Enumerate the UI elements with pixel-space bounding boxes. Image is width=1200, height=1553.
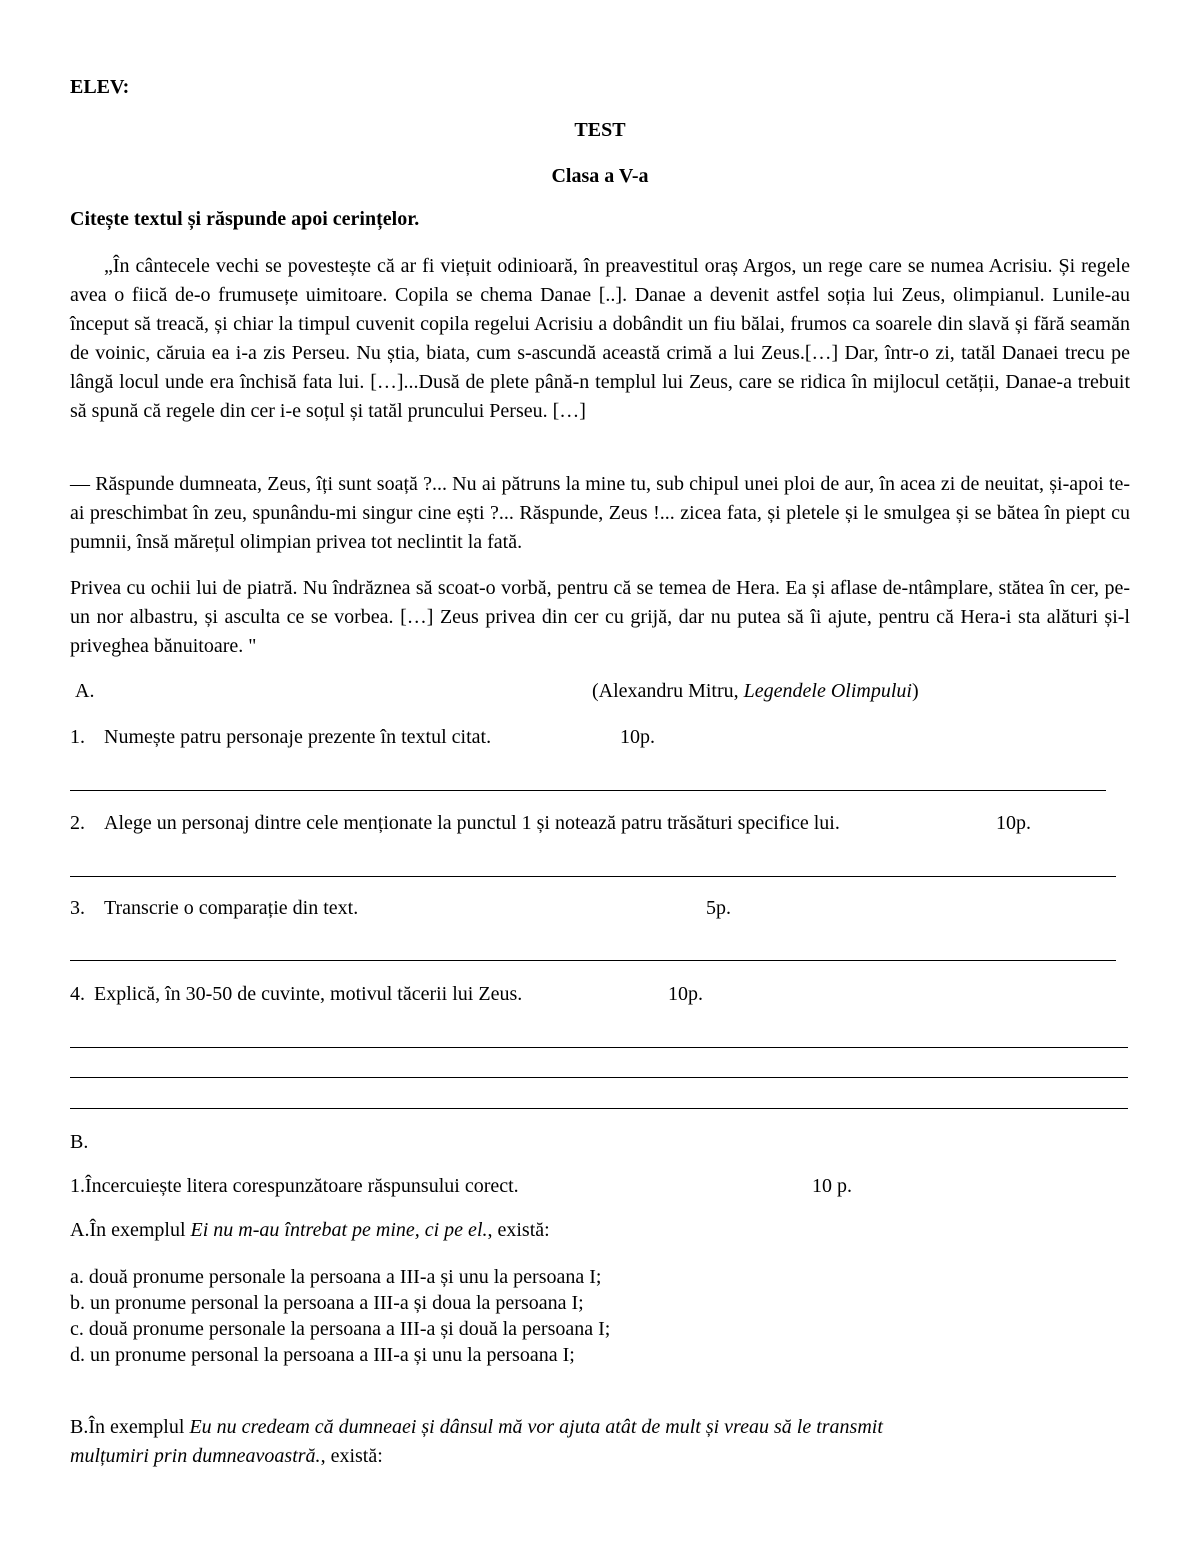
b-item-b-example-2: mulțumiri prin dumneavoastră. [70, 1445, 321, 1467]
instruction: Citește textul și răspunde apoi cerințelor. [70, 208, 420, 230]
source-suffix: ) [911, 680, 919, 702]
b-item-b-prompt-line1 [70, 1416, 883, 1439]
option-b[interactable]: b. un pronume personal la persoana a III-a și doua la persoana I; [70, 1292, 584, 1314]
b-item-a-prompt [70, 1219, 550, 1242]
b-item-b-prompt-line2 [70, 1445, 383, 1468]
question-3-points: 5p. [706, 897, 731, 919]
b-item-b-example-1: Eu nu credeam că dumneaei și dânsul mă vor ajuta atât de mult și vreau să le transmit [189, 1416, 883, 1438]
answer-line-4c[interactable] [70, 1108, 1128, 1109]
question-2-number: 2. [70, 812, 85, 834]
b-item-b-suffix: , există: [320, 1445, 383, 1467]
question-1-points: 10p. [620, 726, 655, 748]
b-question-1-points: 10 p. [812, 1175, 852, 1197]
b-item-a-suffix: , există: [487, 1219, 550, 1241]
section-a-label: A. [75, 680, 95, 702]
question-1-text: Numește patru personaje prezente în textul citat. [104, 726, 492, 748]
question-4-text: Explică, în 30-50 de cuvinte, motivul tăcerii lui Zeus. [94, 983, 523, 1005]
text-paragraph-2: — Răspunde dumneata, Zeus, îți sunt soață ?... Nu ai pătruns la mine tu, sub chipul unei ploi de aur, în acea zi de neuitat, și-apoi te-ai preschimbat în zeu, spunându-mi singur cine ești ?... Răspunde, Zeus !... zicea fata, și pletele și le smulgea și se bătea în piept cu pumnii, însă mărețul olimpian privea tot neclintit la fată. [70, 473, 1130, 553]
source-citation [592, 680, 919, 703]
question-2-points: 10p. [996, 812, 1031, 834]
answer-line-3[interactable] [70, 960, 1116, 961]
student-label: ELEV: [70, 76, 130, 98]
b-question-1-text: 1.Încercuiește litera corespunzătoare răspunsului corect. [70, 1175, 519, 1197]
question-3-number: 3. [70, 897, 85, 919]
question-4-number: 4. [70, 983, 85, 1005]
text-paragraph-3: Privea cu ochii lui de piatră. Nu îndrăznea să scoat-o vorbă, pentru că se temea de Hera. Ea și aflase de-ntâmplare, stătea în cer, pe-un nor albastru, și asculta ce se vorbea. […] Zeus privea din cer cu grijă, dar nu putea să îi ajute, pentru că Hera-i sta alături și-l priveghea bănuitoare. " [70, 577, 1130, 657]
answer-line-1[interactable] [70, 790, 1106, 791]
option-d[interactable]: d. un pronume personal la persoana a III-a și unu la persoana I; [70, 1344, 575, 1366]
question-2-text: Alege un personaj dintre cele menționate la punctul 1 și notează patru trăsături specifice lui. [104, 812, 840, 834]
text-paragraph-1: „În cântecele vechi se povestește că ar fi viețuit odinioară, în preavestitul oraș Argos, un rege care se numea Acrisiu. Și regele avea o fiică de-o frumusețe uimitoare. Copila se chema Danae [..]. Danae a devenit astfel soția lui Zeus, olimpianul. Lunile-au început să treacă, și chiar la timpul cuvenit copila regelui Acrisiu a dobândit un fiu bălai, frumos ca soarele din slavă și fără seamăn de voinic, căruia ea i-a zis Perseu. Nu știa, biata, cum s-ascundă această crimă a lui Zeus.[…] Dar, într-o zi, tatăl Danaei trecu pe lângă locul unde era închisă fata lui. […]...Dusă de plete până-n templul lui Zeus, care se ridica în mijlocul cetății, Danae-a trebuit să spună că regele din cer i-e soțul și tatăl pruncului Perseu. […] [70, 255, 1130, 422]
b-item-a-prefix: A.În exemplul [70, 1219, 191, 1241]
answer-line-4b[interactable] [70, 1077, 1128, 1078]
question-3-text: Transcrie o comparație din text. [104, 897, 359, 919]
class-subtitle: Clasa a V-a [551, 165, 649, 187]
option-c[interactable]: c. două pronume personale la persoana a III-a și două la persoana I; [70, 1318, 611, 1340]
answer-line-4a[interactable] [70, 1047, 1128, 1048]
b-item-b-prefix: B.În exemplul [70, 1416, 190, 1438]
b-item-a-example: Ei nu m-au întrebat pe mine, ci pe el. [190, 1219, 488, 1241]
answer-line-2[interactable] [70, 876, 1116, 877]
question-1-number: 1. [70, 726, 85, 748]
test-title: TEST [574, 119, 626, 141]
section-b-label: B. [70, 1131, 89, 1153]
source-prefix: (Alexandru Mitru, [592, 680, 744, 702]
option-a[interactable]: a. două pronume personale la persoana a III-a și unu la persoana I; [70, 1266, 602, 1288]
question-4-points: 10p. [668, 983, 703, 1005]
source-title: Legendele Olimpului [743, 680, 912, 702]
